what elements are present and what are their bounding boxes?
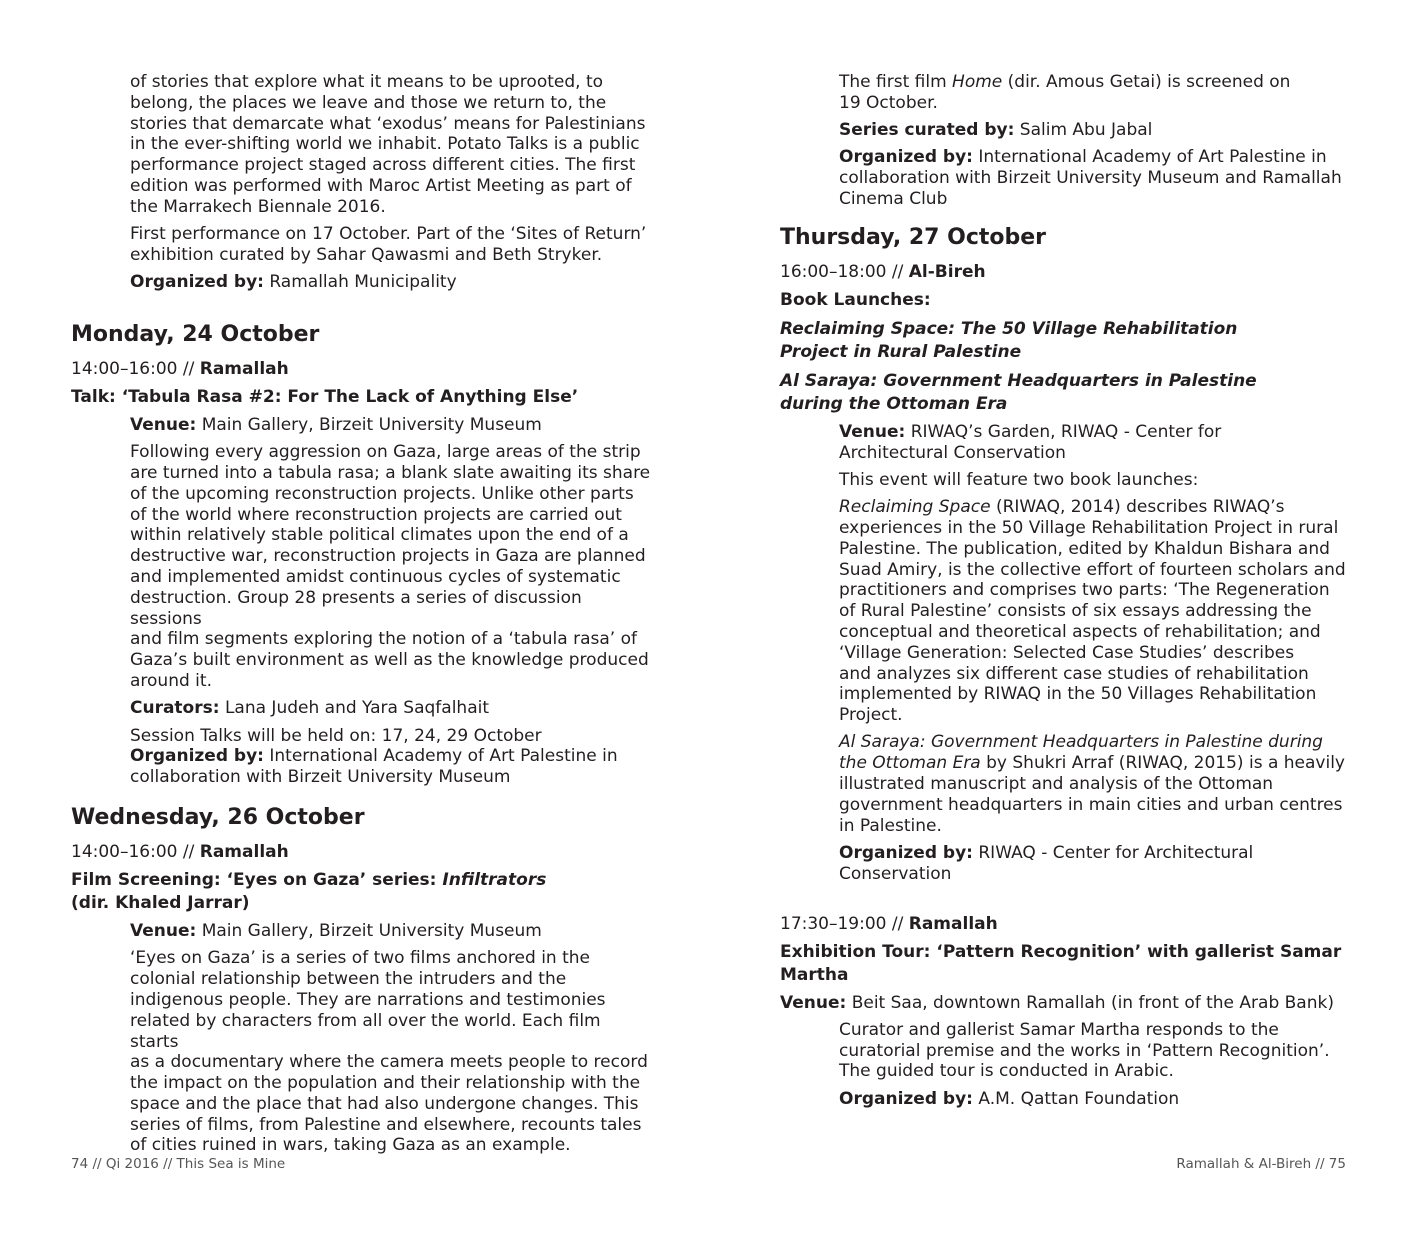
text-line: around it.	[130, 671, 212, 692]
text-line: stories that demarcate what ‘exodus’ means for Palestinians	[130, 113, 646, 134]
text-line: ‘Village Generation: Selected Case Studies’ describes	[839, 642, 1295, 663]
venue-label: Venue:	[130, 921, 197, 942]
organized-value: Ramallah Municipality	[263, 272, 457, 293]
event-time	[71, 841, 651, 863]
event-title	[71, 869, 651, 915]
text-line: Project in Rural Palestine	[780, 341, 1022, 362]
time-range: 16:00–18:00 //	[780, 261, 909, 282]
text-line: belong, the places we leave and those we return to, the	[130, 92, 607, 113]
text-line: conceptual and theoretical aspects of rehabilitation; and	[839, 621, 1321, 642]
event-curators	[130, 698, 651, 719]
event-description	[839, 1020, 1360, 1082]
organized-value: RIWAQ - Center for Architectural Conservation	[839, 842, 1254, 884]
text-line: are turned into a tabula rasa; a blank slate awaiting its share	[130, 463, 651, 484]
text-line: implemented by RIWAQ in the 50 Villages Rehabilitation	[839, 684, 1317, 705]
text-line: 19 October.	[839, 92, 938, 113]
day-heading-monday: Monday, 24 October	[71, 321, 320, 347]
text-line: destructive war, reconstruction projects in Gaza are planned	[130, 546, 646, 567]
film-director: (dir. Khaled Jarrar)	[71, 893, 250, 914]
intro-paragraph	[130, 72, 651, 218]
text-line: edition was performed with Maroc Artist Meeting as part of	[130, 175, 632, 196]
text-line: of Rural Palestine’ consists of six essays addressing the	[839, 601, 1312, 622]
text-line: (dir. Amous Getai) is screened on	[1002, 72, 1291, 92]
text-line: government headquarters in main cities and urban centres	[839, 794, 1343, 815]
organized-by	[839, 843, 1360, 885]
text-line: Al Saraya: Government Headquarters in Palestine	[780, 370, 1257, 391]
curators-label: Curators:	[130, 698, 220, 719]
venue-label: Venue:	[780, 992, 847, 1013]
event-venue	[839, 422, 1360, 464]
organized-by	[839, 1089, 1360, 1110]
organized-value: International Academy of Art Palestine in	[972, 147, 1327, 168]
text-line: First performance on 17 October. Part of the ‘Sites of Return’	[130, 224, 647, 245]
venue-value: Main Gallery, Birzeit University Museum	[196, 414, 542, 435]
text-line: illustrated manuscript and analysis of the Ottoman	[839, 774, 1274, 795]
text-line: as a documentary where the camera meets people to record	[130, 1052, 648, 1073]
event-location: Al-Bireh	[908, 261, 986, 282]
organized-label: Organized by:	[130, 272, 264, 293]
text-line: the impact on the population and their relationship with the	[130, 1073, 641, 1094]
footer-left: 74 // Qi 2016 // This Sea is Mine	[71, 1156, 286, 1172]
event-location: Ramallah	[908, 913, 998, 934]
organized-by	[130, 746, 651, 767]
text-line: The guided tour is conducted in Arabic.	[839, 1061, 1174, 1082]
time-range: 14:00–16:00 //	[71, 842, 200, 863]
session-info	[130, 726, 651, 788]
venue-value: RIWAQ’s Garden, RIWAQ - Center for	[905, 421, 1222, 442]
text-line: space and the place that had also undergone changes. This	[130, 1093, 639, 1114]
title-text: Film Screening: ‘Eyes on Gaza’ series:	[71, 870, 443, 891]
event-title: Exhibition Tour: ‘Pattern Recognition’ with gallerist Samar Martha	[780, 941, 1342, 985]
event-venue	[130, 921, 651, 942]
session-dates: Session Talks will be held on: 17, 24, 29 October	[130, 725, 542, 746]
text-line: experiences in the 50 Village Rehabilitation Project in rural	[839, 517, 1339, 538]
text-line: of the upcoming reconstruction projects. Unlike other parts	[130, 483, 634, 504]
event-description	[130, 442, 651, 692]
organized-value: International Academy of Art Palestine in	[263, 746, 618, 767]
book-title: the Ottoman Era	[839, 753, 981, 774]
organized-value: A.M. Qattan Foundation	[972, 1088, 1180, 1109]
series-curated-by	[839, 120, 1360, 141]
time-range: 17:30–19:00 //	[780, 913, 909, 934]
venue-value: Beit Saa, downtown Ramallah (in front of the Arab Bank)	[846, 992, 1334, 1013]
event-venue	[130, 415, 651, 436]
text-line: of the world where reconstruction projects are carried out	[130, 504, 622, 525]
text-line: series of films, from Palestine and elsewhere, recounts tales	[130, 1114, 642, 1135]
text-line: related by characters from all over the world. Each film starts	[130, 1010, 601, 1052]
text-line: ‘Eyes on Gaza’ is a series of two films anchored in the	[130, 948, 590, 969]
venue-value: Main Gallery, Birzeit University Museum	[196, 921, 542, 942]
organized-label: Organized by:	[839, 1088, 973, 1109]
curators-value: Lana Judeh and Yara Saqfalhait	[219, 698, 490, 719]
text-line: colonial relationship between the intruders and the	[130, 969, 567, 990]
text-line: Curator and gallerist Samar Martha responds to the	[839, 1019, 1279, 1040]
text-line: in the ever-shifting world we inhabit. Potato Talks is a public	[130, 134, 640, 155]
venue-label: Venue:	[839, 421, 906, 442]
organized-label: Organized by:	[839, 147, 973, 168]
book-title-al-saraya	[780, 370, 1360, 416]
text-line: exhibition curated by Sahar Qawasmi and Beth Stryker.	[130, 244, 603, 265]
film-info	[839, 72, 1360, 114]
reclaiming-space-description	[839, 497, 1360, 726]
left-page-column	[71, 72, 651, 1163]
text-line: the Marrakech Biennale 2016.	[130, 196, 386, 217]
event-location: Ramallah	[199, 842, 289, 863]
text-line: in Palestine.	[839, 815, 942, 836]
event-time	[71, 358, 651, 380]
text-line: by Shukri Arraf (RIWAQ, 2015) is a heavily	[980, 753, 1345, 774]
text-line: The first film	[839, 72, 953, 92]
organized-by	[130, 272, 651, 293]
text-line: Cinema Club	[839, 188, 948, 209]
time-range: 14:00–16:00 //	[71, 358, 200, 379]
right-page-column	[780, 72, 1360, 1116]
text-line: indigenous people. They are narrations and testimonies	[130, 989, 606, 1010]
event-time	[780, 261, 1360, 283]
text-line: and analyzes six different case studies of rehabilitation	[839, 663, 1309, 684]
book-title: Al Saraya: Government Headquarters in Palestine during	[839, 732, 1323, 753]
curated-label: Series curated by:	[839, 120, 1015, 141]
text-line: of cities ruined in wars, taking Gaza as an example.	[130, 1135, 571, 1156]
event-description	[130, 948, 651, 1156]
text-line: practitioners and comprises two parts: ‘The Regeneration	[839, 580, 1330, 601]
event-venue	[780, 993, 1360, 1014]
text-line: Suad Amiry, is the collective effort of fourteen scholars and	[839, 559, 1346, 580]
text-line: Reclaiming Space: The 50 Village Rehabilitation	[780, 318, 1238, 339]
text-line: and film segments exploring the notion of a ‘tabula rasa’ of	[130, 629, 637, 650]
text-line: collaboration with Birzeit University Museum and Ramallah	[839, 168, 1342, 189]
text-line: performance project staged across different cities. The first	[130, 155, 636, 176]
feature-note: This event will feature two book launches:	[839, 469, 1199, 490]
day-heading-wednesday: Wednesday, 26 October	[71, 805, 365, 831]
text-line: Gaza’s built environment as well as the knowledge produced	[130, 650, 649, 671]
al-saraya-description	[839, 732, 1360, 836]
event-title: Talk: ‘Tabula Rasa #2: For The Lack of Anything Else’	[71, 386, 579, 407]
text-line: collaboration with Birzeit University Museum	[130, 767, 511, 788]
text-line: Following every aggression on Gaza, large areas of the strip	[130, 442, 641, 463]
text-line: Palestine. The publication, edited by Khaldun Bishara and	[839, 538, 1330, 559]
book-launches-label: Book Launches:	[780, 289, 931, 310]
venue-label: Venue:	[130, 414, 197, 435]
performance-note	[130, 224, 651, 266]
text-line: during the Ottoman Era	[780, 393, 1008, 414]
event-location: Ramallah	[199, 358, 289, 379]
text-line: of stories that explore what it means to be uprooted, to	[130, 72, 604, 92]
book-title: Reclaiming Space	[839, 497, 991, 518]
text-line: destruction. Group 28 presents a series of discussion sessions	[130, 587, 582, 629]
film-title: Infiltrators	[442, 870, 547, 891]
text-line: (RIWAQ, 2014) describes RIWAQ’s	[990, 497, 1285, 518]
text-line: Project.	[839, 705, 903, 726]
day-heading-thursday: Thursday, 27 October	[780, 224, 1047, 250]
text-line: Architectural Conservation	[839, 442, 1066, 463]
book-title-reclaiming-space	[780, 318, 1360, 364]
organized-by	[839, 147, 1360, 209]
event-time	[780, 913, 1360, 935]
organized-label: Organized by:	[130, 746, 264, 767]
curated-value: Salim Abu Jabal	[1014, 120, 1153, 141]
film-title: Home	[952, 72, 1003, 92]
footer-right: Ramallah & Al-Bireh // 75	[1176, 1156, 1346, 1172]
text-line: and implemented amidst continuous cycles of systematic	[130, 567, 621, 588]
text-line: within relatively stable political climates upon the end of a	[130, 525, 629, 546]
text-line: curatorial premise and the works in ‘Pattern Recognition’.	[839, 1040, 1330, 1061]
organized-label: Organized by:	[839, 842, 973, 863]
